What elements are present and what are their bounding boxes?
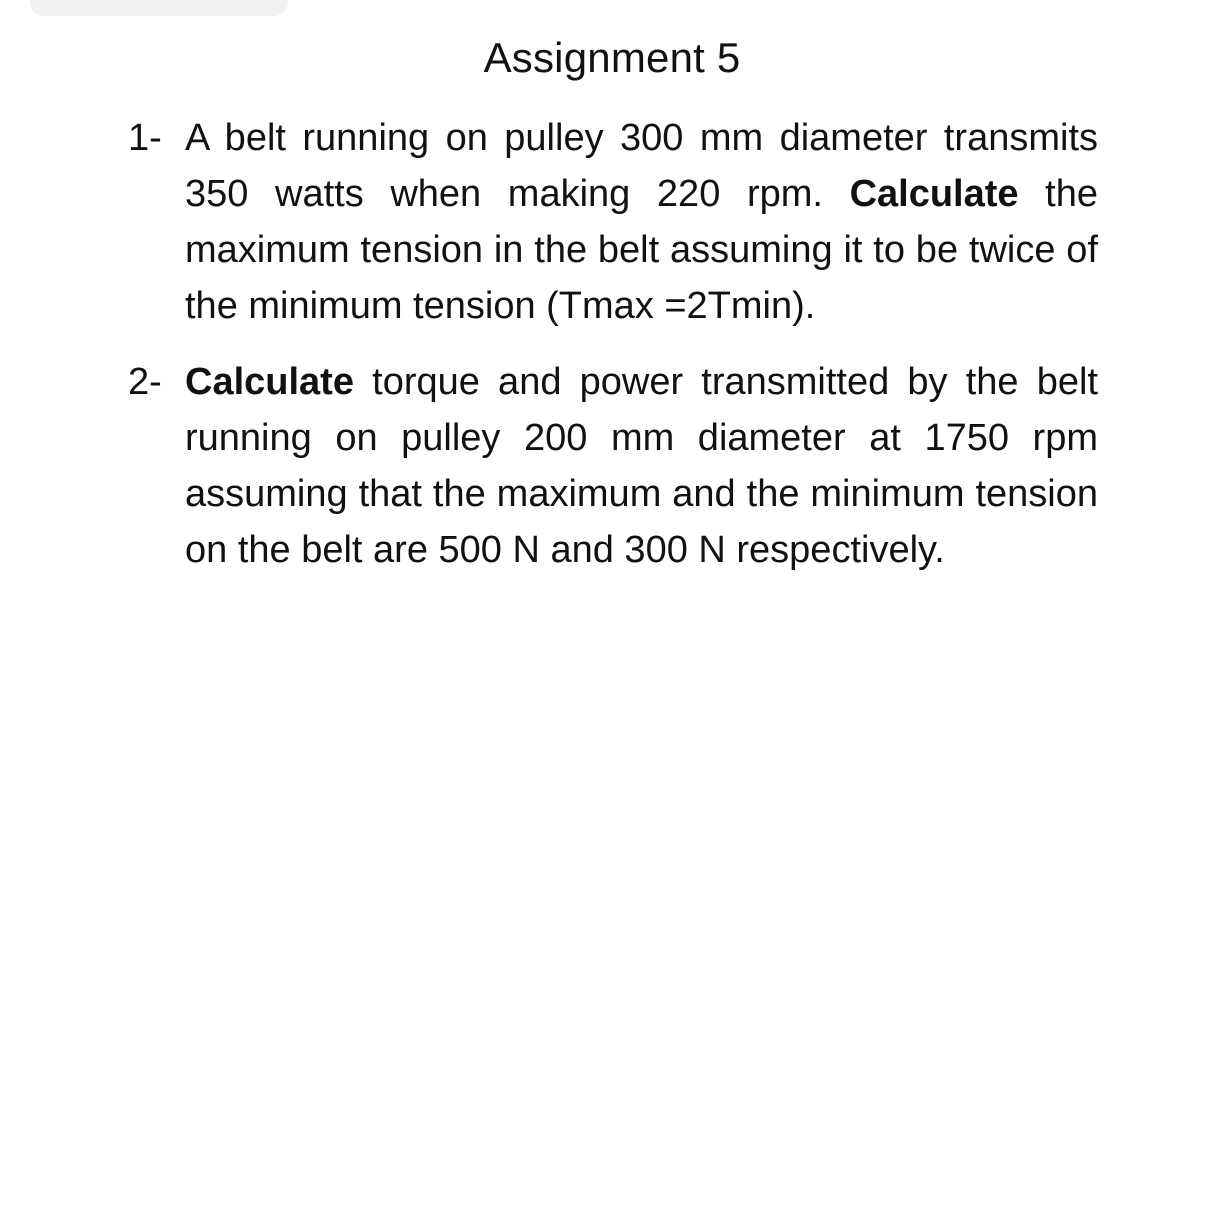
- page-title: Assignment 5: [483, 34, 741, 81]
- question-item-1: [128, 110, 1098, 334]
- top-tab-bar: [30, 0, 288, 16]
- question-number: 2-: [128, 361, 162, 403]
- question-text-after: the maximum tension in the belt assuming it to be twice of the minimum tension (Tmax =2Tmin).: [185, 173, 1098, 327]
- question-keyword: Calculate: [849, 173, 1019, 215]
- question-text-after: torque and power transmitted by the belt running on pulley 200 mm diameter at 1750 rpm assuming that the maximum and the minimum tension on the belt are 500 N and 300 N respectively.: [185, 361, 1098, 571]
- question-list: [128, 110, 1098, 598]
- question-text: [185, 354, 1098, 578]
- question-text-before: A belt running on pulley 300 mm diameter transmits 350 watts when making 220 rpm.: [185, 117, 1098, 215]
- question-keyword: Calculate: [185, 361, 354, 403]
- question-text: [185, 110, 1098, 334]
- question-item-2: [128, 354, 1098, 578]
- question-number: 1-: [128, 117, 162, 159]
